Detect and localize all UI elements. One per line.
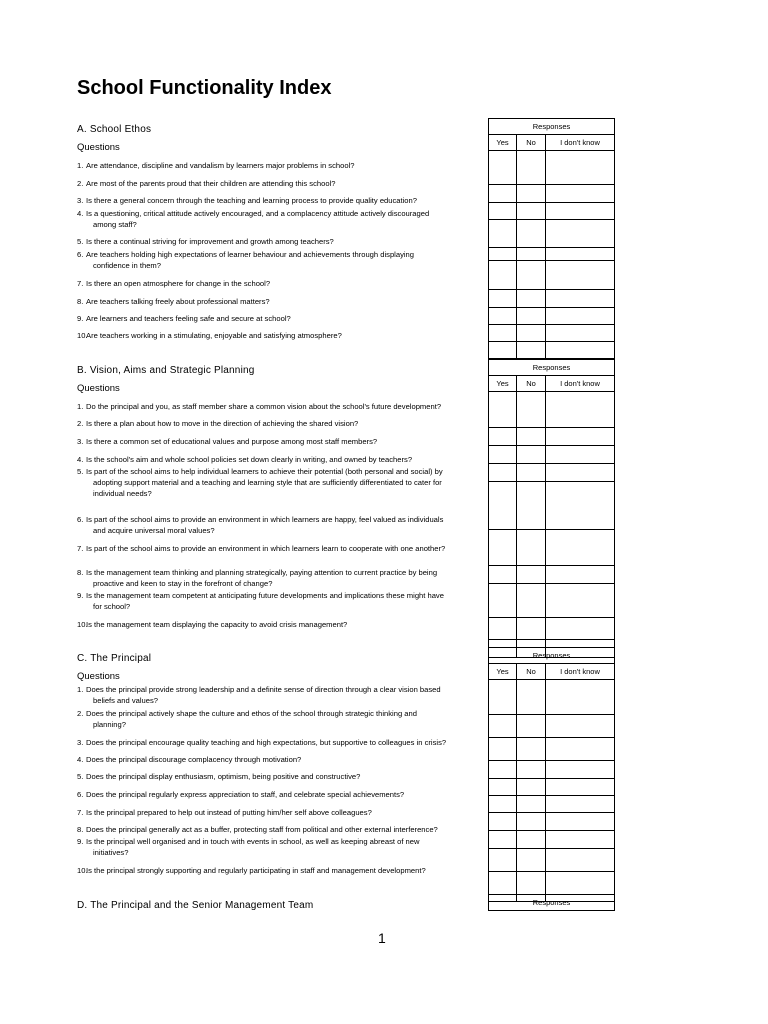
- question-item: [77, 330, 487, 341]
- response-cell[interactable]: [489, 248, 517, 261]
- response-row: [489, 185, 615, 203]
- response-cell[interactable]: [546, 308, 615, 325]
- response-row: [489, 584, 615, 618]
- response-row: [489, 566, 615, 584]
- response-cell[interactable]: [489, 584, 517, 618]
- response-cell[interactable]: [517, 151, 546, 185]
- question-number: 2.: [77, 419, 84, 428]
- question-text: Is part of the school aims to provide an environment in which learners are happy, feel valued as individuals: [86, 515, 444, 524]
- response-cell[interactable]: [489, 482, 517, 530]
- response-cell[interactable]: [489, 618, 517, 640]
- question-number: 5.: [77, 467, 84, 476]
- response-option-header: No: [517, 135, 546, 151]
- question-text: Is the school's aim and whole school policies set down clearly in writing, and owned by teachers?: [86, 455, 413, 464]
- response-row: [489, 151, 615, 185]
- question-item: [77, 195, 487, 206]
- question-number: 5.: [77, 772, 84, 781]
- question-text: Are most of the parents proud that their children are attending this school?: [86, 179, 336, 188]
- question-item: [77, 567, 487, 589]
- question-number: 8.: [77, 297, 84, 306]
- question-text: Do the principal and you, as staff member share a common vision about the school's future development?: [86, 402, 442, 411]
- response-cell[interactable]: [546, 185, 615, 203]
- question-item: [77, 178, 487, 189]
- question-item: [77, 619, 487, 630]
- question-number: 3.: [77, 196, 84, 205]
- response-row: [489, 428, 615, 446]
- question-text: Does the principal regularly express appreciation to staff, and celebrate special achievements?: [86, 790, 405, 799]
- question-number: 6.: [77, 250, 84, 259]
- response-cell[interactable]: [546, 566, 615, 584]
- question-text: Does the principal discourage complacency through motivation?: [86, 755, 302, 764]
- response-row: [489, 618, 615, 640]
- response-row: [489, 392, 615, 428]
- question-item: [77, 771, 487, 782]
- question-item: [77, 208, 487, 230]
- response-cell[interactable]: [546, 530, 615, 566]
- response-row: [489, 738, 615, 761]
- question-text: Are learners and teachers feeling safe and secure at school?: [86, 314, 291, 323]
- question-item: [77, 737, 487, 748]
- response-cell[interactable]: [489, 392, 517, 428]
- response-cell[interactable]: [517, 392, 546, 428]
- response-row: [489, 220, 615, 248]
- response-cell[interactable]: [546, 796, 615, 813]
- section-title: D. The Principal and the Senior Management Team: [77, 900, 314, 911]
- question-item: [77, 708, 487, 730]
- question-text: Is there an open atmosphere for change in the school?: [86, 279, 271, 288]
- response-cell[interactable]: [517, 831, 546, 849]
- response-cell[interactable]: [489, 261, 517, 290]
- question-item: [77, 401, 487, 412]
- question-text: Is there a general concern through the teaching and learning process to provide quality education?: [86, 196, 417, 205]
- question-item: [77, 789, 487, 800]
- question-text: beliefs and values?: [93, 696, 159, 705]
- question-text: Is the management team competent at anticipating future developments and implications these might have: [86, 591, 444, 600]
- response-option-header: I don't know: [546, 664, 615, 680]
- question-number: 5.: [77, 237, 84, 246]
- question-number: 1.: [77, 161, 84, 170]
- question-text: adopting support material and a teaching and learning style that are sufficiently differentiated to cater for: [93, 478, 442, 487]
- response-row: [489, 761, 615, 779]
- question-text: Is a questioning, critical attitude actively encouraged, and a complacency attitude actively discouraged: [86, 209, 430, 218]
- response-cell[interactable]: [546, 342, 615, 359]
- question-text: Does the principal display enthusiasm, optimism, being positive and constructive?: [86, 772, 361, 781]
- response-cell[interactable]: [489, 290, 517, 308]
- response-option-header: I don't know: [546, 376, 615, 392]
- response-cell[interactable]: [489, 761, 517, 779]
- responses-table: [488, 647, 615, 902]
- response-cell[interactable]: [546, 715, 615, 738]
- response-option-header: Yes: [489, 664, 517, 680]
- response-cell[interactable]: [489, 796, 517, 813]
- question-item: [77, 249, 487, 271]
- question-item: [77, 236, 487, 247]
- question-number: 7.: [77, 544, 84, 553]
- question-number: 9.: [77, 314, 84, 323]
- response-cell[interactable]: [517, 813, 546, 831]
- question-number: 4.: [77, 755, 84, 764]
- response-cell[interactable]: [517, 584, 546, 618]
- question-number: 6.: [77, 790, 84, 799]
- question-item: [77, 160, 487, 171]
- responses-header: Responses: [489, 119, 615, 135]
- response-row: [489, 779, 615, 796]
- question-text: Is the management team displaying the capacity to avoid crisis management?: [86, 620, 348, 629]
- question-number: 9.: [77, 591, 84, 600]
- question-number: 1.: [77, 402, 84, 411]
- response-cell[interactable]: [517, 446, 546, 464]
- question-text: Is the principal prepared to help out instead of putting him/her self above colleagues?: [86, 808, 372, 817]
- response-cell[interactable]: [489, 813, 517, 831]
- question-text: and acquire universal moral values?: [93, 526, 215, 535]
- response-cell[interactable]: [489, 203, 517, 220]
- question-item: [77, 684, 487, 706]
- responses-table: [488, 359, 615, 658]
- response-cell[interactable]: [546, 261, 615, 290]
- question-text: Does the principal generally act as a buffer, protecting staff from political and other external interference?: [86, 825, 438, 834]
- response-cell[interactable]: [517, 308, 546, 325]
- response-cell[interactable]: [517, 325, 546, 342]
- responses-table: [488, 118, 615, 359]
- response-row: [489, 308, 615, 325]
- response-row: [489, 530, 615, 566]
- response-cell[interactable]: [546, 446, 615, 464]
- response-cell[interactable]: [546, 290, 615, 308]
- response-cell[interactable]: [489, 446, 517, 464]
- question-text: Is there a continual striving for improvement and growth among teachers?: [86, 237, 334, 246]
- response-row: [489, 849, 615, 872]
- response-cell[interactable]: [517, 761, 546, 779]
- response-row: [489, 325, 615, 342]
- response-cell[interactable]: [546, 248, 615, 261]
- question-item: [77, 543, 487, 554]
- question-text: Are attendance, discipline and vandalism by learners major problems in school?: [86, 161, 355, 170]
- response-cell[interactable]: [517, 428, 546, 446]
- response-option-header: I don't know: [546, 135, 615, 151]
- response-cell[interactable]: [517, 849, 546, 872]
- question-text: Are teachers holding high expectations of learner behaviour and achievements through displaying: [86, 250, 415, 259]
- response-cell[interactable]: [517, 248, 546, 261]
- responses-header: Responses: [489, 648, 615, 664]
- response-cell[interactable]: [517, 185, 546, 203]
- response-cell[interactable]: [546, 482, 615, 530]
- response-cell[interactable]: [489, 566, 517, 584]
- response-cell[interactable]: [489, 428, 517, 446]
- section-title: C. The Principal: [77, 653, 152, 664]
- response-cell[interactable]: [489, 738, 517, 761]
- response-cell[interactable]: [489, 308, 517, 325]
- question-number: 2.: [77, 709, 84, 718]
- question-number: 1.: [77, 685, 84, 694]
- response-cell[interactable]: [517, 680, 546, 715]
- question-item: [77, 466, 487, 499]
- response-cell[interactable]: [517, 290, 546, 308]
- response-row: [489, 796, 615, 813]
- question-item: [77, 514, 487, 536]
- response-cell[interactable]: [546, 203, 615, 220]
- response-cell[interactable]: [517, 203, 546, 220]
- response-cell[interactable]: [517, 566, 546, 584]
- responses-header: Responses: [489, 895, 615, 911]
- response-row: [489, 290, 615, 308]
- responses-table: [488, 894, 615, 911]
- question-item: [77, 296, 487, 307]
- response-cell[interactable]: [489, 185, 517, 203]
- question-number: 9.: [77, 837, 84, 846]
- response-cell[interactable]: [546, 618, 615, 640]
- question-number: 3.: [77, 738, 84, 747]
- page-number: 1: [378, 930, 386, 946]
- question-number: 8.: [77, 825, 84, 834]
- question-number: 7.: [77, 279, 84, 288]
- question-text: Does the principal actively shape the culture and ethos of the school through strategic thinking and: [86, 709, 417, 718]
- response-cell[interactable]: [517, 618, 546, 640]
- question-number: 8.: [77, 568, 84, 577]
- question-number: 6.: [77, 515, 84, 524]
- response-cell[interactable]: [489, 325, 517, 342]
- response-cell[interactable]: [546, 392, 615, 428]
- question-text: Is the principal strongly supporting and regularly participating in staff and management development?: [86, 866, 426, 875]
- response-cell[interactable]: [489, 220, 517, 248]
- question-text: Is part of the school aims to provide an environment in which learners learn to cooperate with one another?: [86, 544, 446, 553]
- question-text: planning?: [93, 720, 126, 729]
- responses-header: Responses: [489, 360, 615, 376]
- question-item: [77, 807, 487, 818]
- question-number: 4.: [77, 455, 84, 464]
- question-number: 10.: [77, 331, 88, 340]
- question-item: [77, 865, 487, 876]
- response-cell[interactable]: [489, 779, 517, 796]
- response-option-header: Yes: [489, 376, 517, 392]
- questions-label: Questions: [77, 142, 120, 153]
- question-number: 7.: [77, 808, 84, 817]
- question-number: 2.: [77, 179, 84, 188]
- response-cell[interactable]: [546, 849, 615, 872]
- question-text: Are teachers working in a stimulating, enjoyable and satisfying atmosphere?: [86, 331, 342, 340]
- question-text: Does the principal encourage quality teaching and high expectations, but supportive to colleagues in crisis?: [86, 738, 447, 747]
- question-item: [77, 454, 487, 465]
- response-cell[interactable]: [546, 779, 615, 796]
- response-cell[interactable]: [517, 342, 546, 359]
- questions-label: Questions: [77, 671, 120, 682]
- page-title: School Functionality Index: [77, 77, 332, 99]
- response-option-header: No: [517, 376, 546, 392]
- question-item: [77, 824, 487, 835]
- response-cell[interactable]: [517, 464, 546, 482]
- response-cell[interactable]: [546, 220, 615, 248]
- response-cell[interactable]: [546, 738, 615, 761]
- response-cell[interactable]: [517, 482, 546, 530]
- response-row: [489, 464, 615, 482]
- section-title: B. Vision, Aims and Strategic Planning: [77, 365, 255, 376]
- response-row: [489, 715, 615, 738]
- response-row: [489, 680, 615, 715]
- question-text: among staff?: [93, 220, 137, 229]
- response-cell[interactable]: [517, 796, 546, 813]
- question-text: Does the principal provide strong leadership and a definite sense of direction through a clear vision based: [86, 685, 441, 694]
- response-cell[interactable]: [489, 464, 517, 482]
- question-item: [77, 590, 487, 612]
- question-number: 4.: [77, 209, 84, 218]
- response-cell[interactable]: [489, 715, 517, 738]
- response-cell[interactable]: [517, 715, 546, 738]
- response-row: [489, 446, 615, 464]
- response-cell[interactable]: [517, 530, 546, 566]
- response-cell[interactable]: [517, 779, 546, 796]
- question-text: proactive and keen to stay in the forefront of change?: [93, 579, 273, 588]
- question-text: Is the management team thinking and planning strategically, paying attention to current practice by being: [86, 568, 438, 577]
- question-item: [77, 436, 487, 447]
- response-row: [489, 342, 615, 359]
- response-row: [489, 831, 615, 849]
- question-text: Is there a plan about how to move in the direction of achieving the shared vision?: [86, 419, 359, 428]
- question-text: initiatives?: [93, 848, 129, 857]
- response-row: [489, 261, 615, 290]
- section-title: A. School Ethos: [77, 124, 152, 135]
- question-number: 10.: [77, 866, 88, 875]
- questions-label: Questions: [77, 383, 120, 394]
- response-cell[interactable]: [517, 220, 546, 248]
- response-row: [489, 203, 615, 220]
- response-cell[interactable]: [546, 813, 615, 831]
- response-cell[interactable]: [489, 342, 517, 359]
- question-item: [77, 278, 487, 289]
- question-item: [77, 836, 487, 858]
- question-item: [77, 313, 487, 324]
- question-text: Are teachers talking freely about professional matters?: [86, 297, 270, 306]
- question-text: Is there a common set of educational values and purpose among most staff members?: [86, 437, 378, 446]
- response-row: [489, 813, 615, 831]
- response-cell[interactable]: [546, 761, 615, 779]
- response-cell[interactable]: [546, 464, 615, 482]
- response-option-header: No: [517, 664, 546, 680]
- response-cell[interactable]: [517, 261, 546, 290]
- response-cell[interactable]: [546, 151, 615, 185]
- question-item: [77, 754, 487, 765]
- question-text: for school?: [93, 602, 131, 611]
- response-cell[interactable]: [546, 831, 615, 849]
- response-cell[interactable]: [546, 680, 615, 715]
- question-number: 10.: [77, 620, 88, 629]
- response-row: [489, 248, 615, 261]
- response-cell[interactable]: [546, 428, 615, 446]
- response-cell[interactable]: [546, 325, 615, 342]
- response-cell[interactable]: [546, 584, 615, 618]
- response-cell[interactable]: [489, 530, 517, 566]
- response-cell[interactable]: [489, 151, 517, 185]
- response-cell[interactable]: [489, 849, 517, 872]
- question-text: individual needs?: [93, 489, 152, 498]
- response-cell[interactable]: [489, 831, 517, 849]
- question-text: Is part of the school aims to help individual learners to achieve their potential (both personal and social) by: [86, 467, 443, 476]
- question-item: [77, 418, 487, 429]
- response-row: [489, 482, 615, 530]
- response-option-header: Yes: [489, 135, 517, 151]
- question-number: 3.: [77, 437, 84, 446]
- question-text: confidence in them?: [93, 261, 161, 270]
- question-text: Is the principal well organised and in touch with events in school, as well as keeping abreast of new: [86, 837, 420, 846]
- response-cell[interactable]: [517, 738, 546, 761]
- response-cell[interactable]: [489, 680, 517, 715]
